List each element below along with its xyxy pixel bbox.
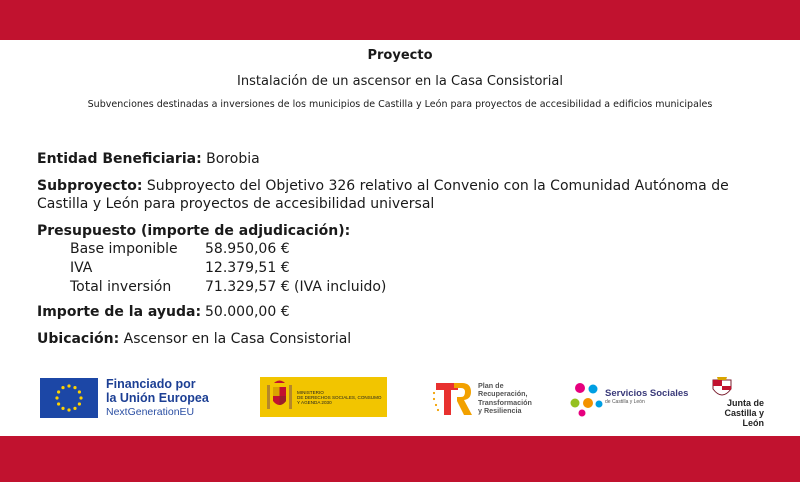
social-services-logo: [605, 388, 688, 406]
location-label: Ubicación:: [37, 330, 120, 347]
location-row: [37, 330, 772, 349]
eu-logo-line: la Unión Europea: [106, 391, 209, 405]
junta-logo-line: Castilla y León: [724, 408, 764, 428]
social-logo-line: Servicios Sociales: [605, 388, 689, 399]
beneficiary-value: Borobia: [206, 151, 260, 167]
project-description: Subvenciones destinadas a inversiones de los municipios de Castilla y León para proyectos de accesibilidad a edificios municipales: [87, 99, 713, 110]
budget-row-label: Base imponible: [70, 241, 178, 257]
aid-value: 50.000,00 €: [205, 304, 290, 320]
ministry-logo-text: [297, 390, 382, 405]
junta-shield-icon: [710, 376, 734, 398]
beneficiary-label: Entidad Beneficiaria:: [37, 151, 202, 167]
plan-logo-line: Transformación: [478, 397, 532, 407]
eu-logo-line: NextGenerationEU: [106, 406, 195, 418]
eu-flag-icon: [40, 378, 98, 418]
aid-row: [37, 303, 772, 322]
budget-row-value: 71.329,57 € (IVA incluido): [205, 279, 387, 295]
plan-logo-line: y Resiliencia: [478, 406, 522, 416]
top-red-band: [0, 0, 800, 40]
budget-row-label: Total inversión: [70, 279, 172, 295]
budget-row-value: 58.950,06 €: [205, 241, 290, 257]
project-heading: Proyecto: [367, 48, 433, 63]
spain-coat-of-arms-icon: [263, 377, 297, 417]
ministry-logo-line: MINISTERIO: [297, 390, 324, 395]
ministry-logo-line: Y AGENDA 2030: [297, 400, 332, 405]
social-services-icon: [566, 379, 606, 419]
ministry-logo: [260, 377, 387, 417]
project-details: [37, 150, 772, 356]
subproject-value: Subproyecto del Objetivo 326 relativo al Convenio con la Comunidad Autónoma de Castilla y León para proyectos de accesibilidad universal: [37, 177, 729, 212]
recovery-plan-icon: [430, 379, 474, 419]
subproject-label: Subproyecto:: [37, 177, 143, 194]
budget-row-iva: [70, 259, 772, 278]
budget-row-label: IVA: [70, 260, 93, 276]
budget-row-value: 12.379,51 €: [205, 260, 290, 276]
funding-logos: [0, 374, 800, 428]
budget-section: [37, 222, 772, 298]
junta-logo-line: Junta de: [726, 398, 764, 408]
eu-logo-line: Financiado por: [106, 377, 196, 391]
eu-funding-logo: [106, 377, 209, 419]
ministry-logo-line: DE DERECHOS SOCIALES, CONSUMO: [297, 395, 382, 400]
project-header: [0, 48, 800, 111]
subproject-row: [37, 177, 772, 214]
project-title: Instalación de un ascensor en la Casa Consistorial: [237, 74, 563, 89]
beneficiary-row: [37, 150, 772, 169]
budget-row-base: [70, 240, 772, 259]
social-logo-line: de Castilla y León: [605, 399, 645, 405]
budget-table: [70, 240, 772, 297]
budget-label: Presupuesto (importe de adjudicación):: [37, 222, 351, 239]
recovery-plan-logo: [478, 382, 532, 416]
bottom-red-band: [0, 436, 800, 482]
aid-label: Importe de la ayuda:: [37, 304, 202, 320]
plan-logo-line: Plan de: [478, 381, 504, 390]
junta-logo: [704, 398, 764, 428]
budget-row-total: [70, 278, 772, 297]
location-value: Ascensor en la Casa Consistorial: [123, 330, 352, 347]
plan-logo-line: Recuperación,: [478, 389, 528, 399]
